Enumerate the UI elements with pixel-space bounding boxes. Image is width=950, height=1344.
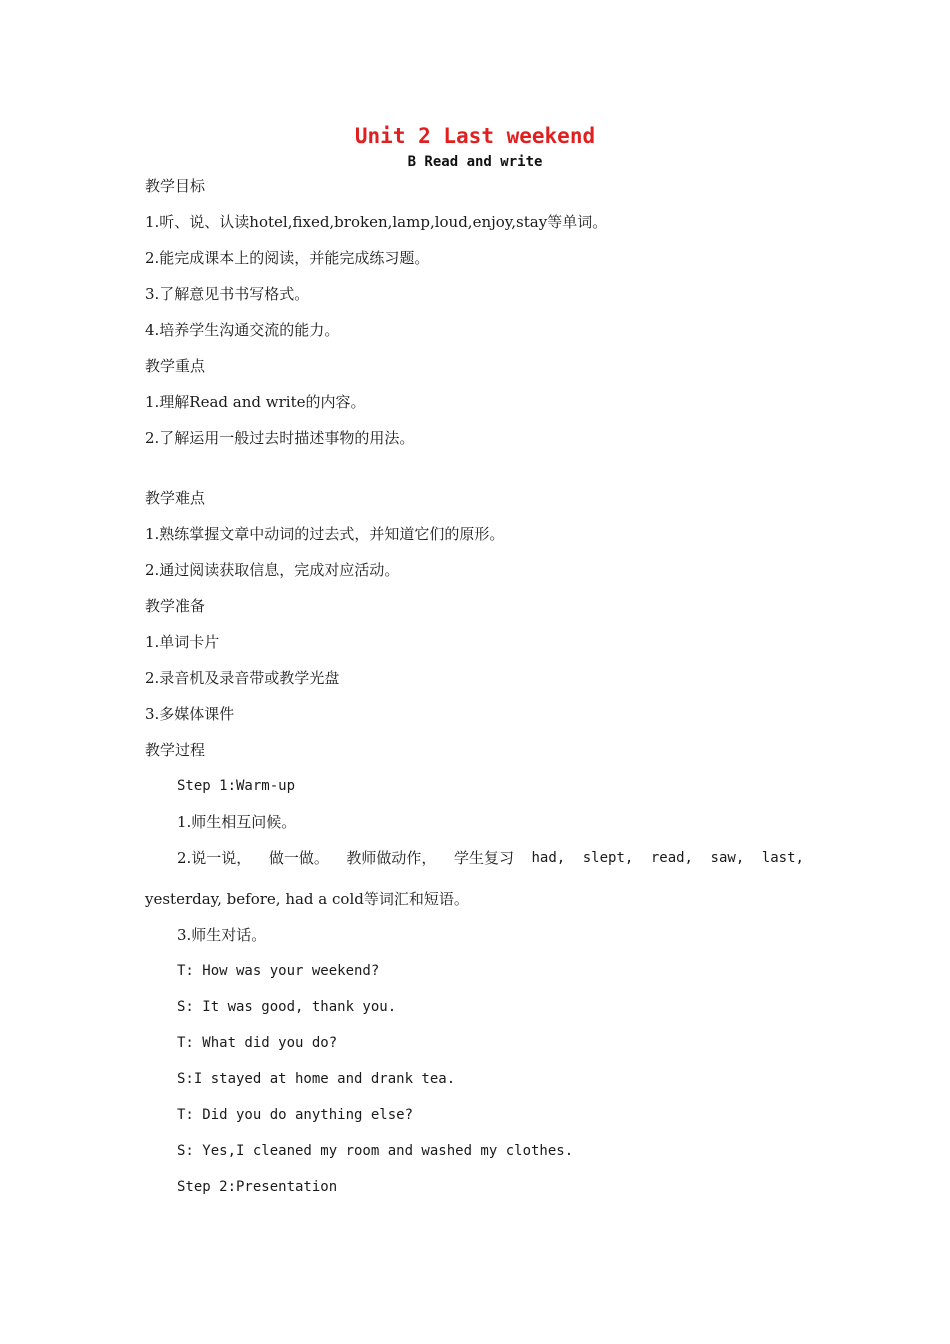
key-point-item: 2.了解运用一般过去时描述事物的用法。 — [145, 429, 415, 447]
justified-word: last, — [761, 850, 804, 866]
objective-item: 1.听、说、认读hotel,fixed,broken,lamp,loud,enjoy,stay等单词。 — [145, 213, 608, 231]
step-heading: Step 2:Presentation — [177, 1179, 338, 1195]
section-heading-preparation: 教学准备 — [145, 597, 206, 615]
step-item-justified — [177, 847, 804, 869]
section-heading-process: 教学过程 — [145, 741, 206, 759]
step-heading: Step 1:Warm-up — [177, 778, 296, 794]
section-heading-difficulties: 教学难点 — [145, 489, 206, 507]
page-subtitle: B Read and write — [407, 154, 543, 170]
step-item: 1.师生相互问候。 — [177, 813, 297, 831]
justified-word: had, — [531, 850, 566, 866]
difficulty-item: 1.熟练掌握文章中动词的过去式，并知道它们的原形。 — [145, 525, 505, 543]
difficulty-item: 2.通过阅读获取信息，完成对应活动。 — [145, 561, 400, 579]
objective-item: 4.培养学生沟通交流的能力。 — [145, 321, 340, 339]
section-heading-objectives: 教学目标 — [145, 177, 206, 195]
preparation-item: 2.录音机及录音带或教学光盘 — [145, 669, 340, 687]
objective-item: 3.了解意见书书写格式。 — [145, 285, 310, 303]
preparation-item: 1.单词卡片 — [145, 633, 220, 651]
justified-word: saw, — [710, 850, 745, 866]
step-item: 3.师生对话。 — [177, 926, 267, 944]
dialogue-line: T: How was your weekend? — [177, 963, 380, 979]
dialogue-line: T: What did you do? — [177, 1035, 338, 1051]
page-title: Unit 2 Last weekend — [354, 124, 596, 148]
justified-word: 教师做动作， — [346, 849, 437, 867]
justified-word: 做一做。 — [268, 849, 329, 867]
key-point-item: 1.理解Read and write的内容。 — [145, 393, 366, 411]
justified-word: read, — [650, 850, 693, 866]
justified-word: slept, — [582, 850, 634, 866]
justified-word: 2.说一说， — [177, 849, 252, 867]
dialogue-line: S: Yes,I cleaned my room and washed my clothes. — [177, 1143, 574, 1159]
dialogue-line: S:I stayed at home and drank tea. — [177, 1071, 456, 1087]
step-item-continuation: yesterday, before, had a cold等词汇和短语。 — [145, 890, 469, 908]
dialogue-line: S: It was good, thank you. — [177, 999, 397, 1015]
section-heading-key-points: 教学重点 — [145, 357, 206, 375]
justified-word: 学生复习 — [453, 849, 514, 867]
preparation-item: 3.多媒体课件 — [145, 705, 235, 723]
dialogue-line: T: Did you do anything else? — [177, 1107, 414, 1123]
objective-item: 2.能完成课本上的阅读，并能完成练习题。 — [145, 249, 430, 267]
